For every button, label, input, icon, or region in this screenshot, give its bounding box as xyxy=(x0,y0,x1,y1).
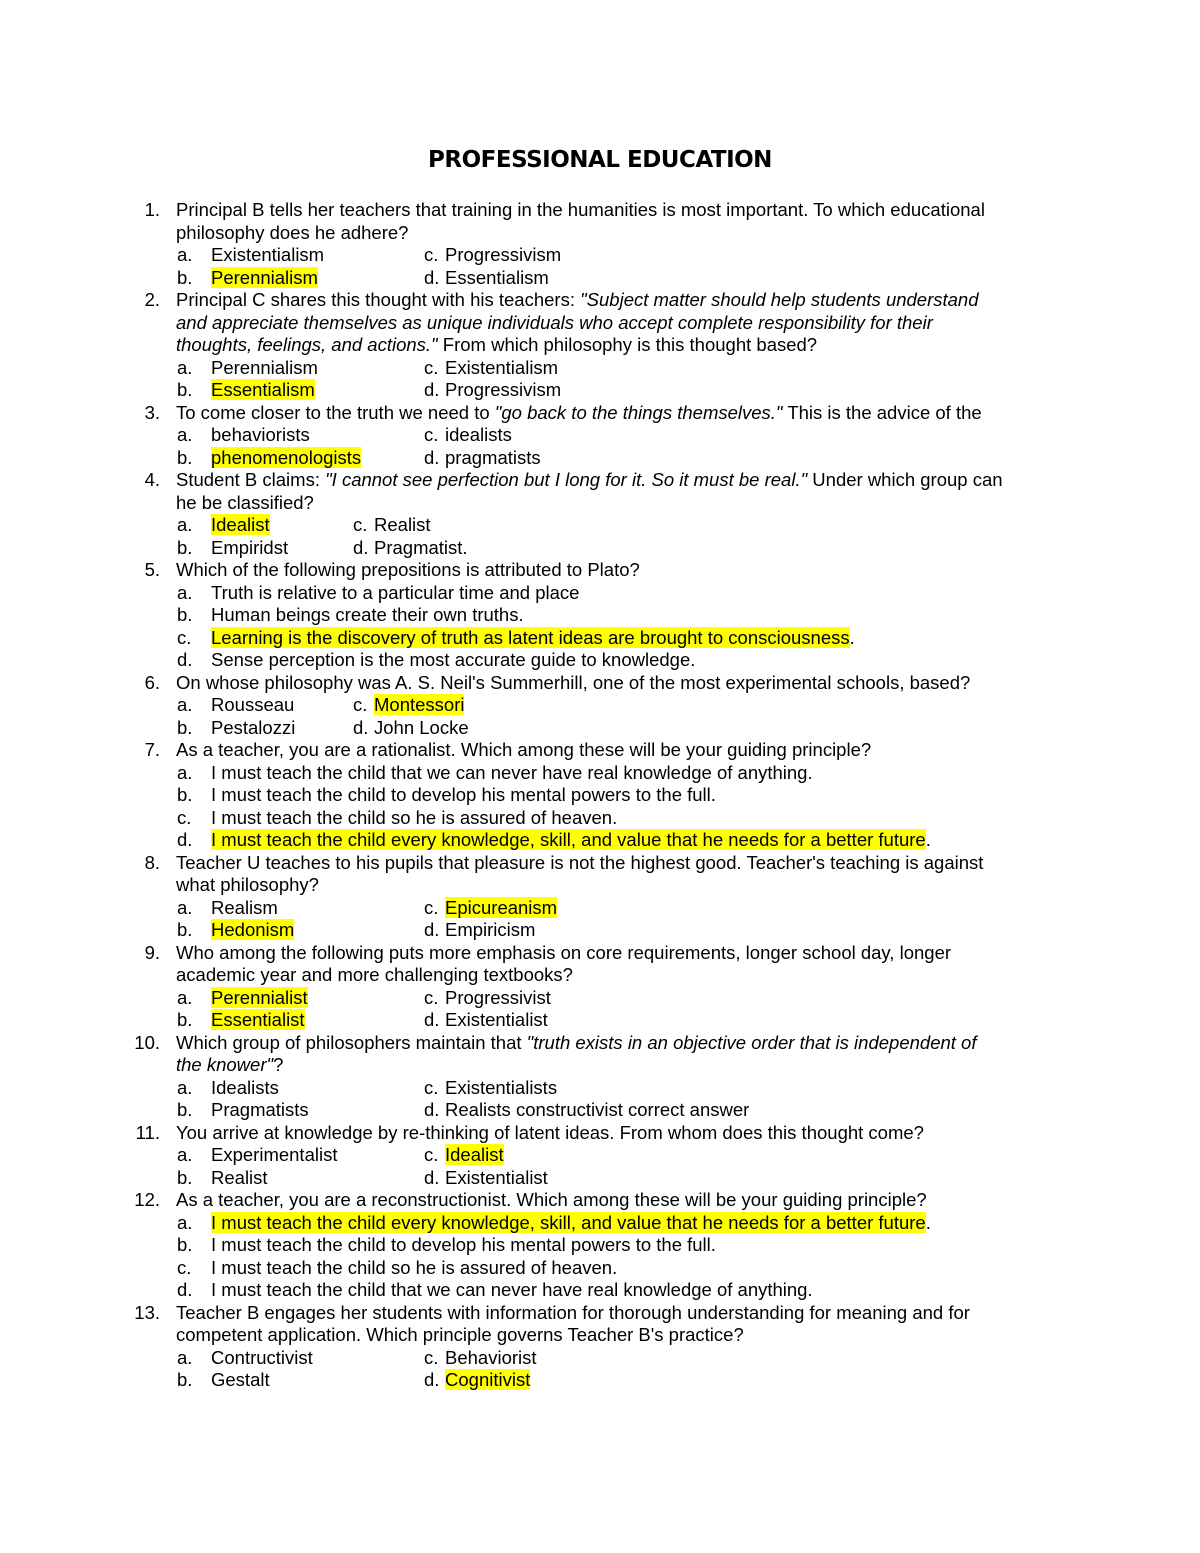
option-label: Experimentalist xyxy=(211,1144,338,1165)
option-text xyxy=(374,694,464,717)
option-letter: a. xyxy=(177,896,193,918)
option-text xyxy=(211,1369,270,1392)
option-text xyxy=(445,987,551,1010)
option-label: Pragmatists xyxy=(211,1099,309,1120)
option-text xyxy=(211,357,318,380)
option-letter: c. xyxy=(177,806,192,828)
option-letter: a. xyxy=(177,424,193,445)
option-text xyxy=(445,1077,557,1100)
option-text xyxy=(211,762,813,785)
option-text xyxy=(445,1144,504,1167)
option-text xyxy=(445,424,512,447)
highlighted-answer: Perennialism xyxy=(211,266,318,288)
option-text xyxy=(445,1099,749,1122)
option-text xyxy=(211,424,310,447)
question-text xyxy=(176,469,1003,492)
question-text xyxy=(176,1032,976,1055)
question-text-segment: Principal B tells her teachers that training in the humanities is most important. To which educational xyxy=(176,199,985,220)
option-label: Rousseau xyxy=(211,694,295,715)
option-label: Realist xyxy=(211,1166,268,1188)
question-text xyxy=(176,492,314,515)
option-letter: b. xyxy=(177,379,193,400)
option-text xyxy=(374,514,431,537)
question-text xyxy=(176,312,933,335)
option-text xyxy=(445,1009,548,1032)
option-punctuation: . xyxy=(925,1211,931,1233)
option-letter: a. xyxy=(177,514,193,535)
option-label: Empiridst xyxy=(211,536,289,558)
option-letter: b. xyxy=(177,266,193,288)
question-quote: "I cannot see perfection but I long for it. So it must be real." xyxy=(325,469,808,490)
question-number: 5. xyxy=(144,559,160,580)
option-label: Realism xyxy=(211,896,278,918)
option-letter: d. xyxy=(177,1279,193,1300)
question-text xyxy=(176,672,970,695)
option-text xyxy=(445,919,535,942)
option-punctuation: . xyxy=(925,829,931,850)
question-number: 7. xyxy=(144,739,160,760)
option-text xyxy=(445,379,561,402)
highlighted-answer: Idealist xyxy=(445,1144,504,1165)
option-label: Existentialism xyxy=(211,244,325,265)
question-text-segment: Which of the following prepositions is attributed to Plato? xyxy=(176,559,640,580)
option-letter: d. xyxy=(424,379,440,400)
option-label: idealists xyxy=(445,424,512,445)
question-line xyxy=(0,222,1200,245)
option-letter: d. xyxy=(424,1369,440,1390)
option-letter: a. xyxy=(177,1346,193,1368)
option-text xyxy=(211,694,294,717)
option-letter: a. xyxy=(177,986,193,1008)
highlighted-answer: Essentialist xyxy=(211,1009,305,1030)
question-text-segment: Who among the following puts more emphasis on core requirements, longer school day, longer xyxy=(176,941,952,963)
question-quote: "truth exists in an objective order that is independent of xyxy=(526,1031,977,1053)
option-letter: c. xyxy=(177,626,192,648)
question-line xyxy=(0,874,1200,897)
question-line xyxy=(0,1122,1200,1145)
option-label: Pestalozzi xyxy=(211,716,296,738)
highlighted-answer: I must teach the child every knowledge, skill, and value that he needs for a better future xyxy=(211,829,926,850)
option-text xyxy=(211,604,524,627)
highlighted-answer: Montessori xyxy=(374,694,465,715)
option-label: Progressivism xyxy=(445,244,562,265)
option-label: Existentialist xyxy=(445,1166,548,1188)
option-label: Sense perception is the most accurate guide to knowledge. xyxy=(211,649,696,670)
question-number: 4. xyxy=(144,469,160,490)
option-letter: c. xyxy=(353,514,368,535)
question-text-segment: Under which group can xyxy=(807,469,1003,490)
question-text-segment: Teacher U teaches to his pupils that pleasure is not the highest good. Teacher's teaching is against xyxy=(176,851,984,873)
option-text xyxy=(211,649,695,672)
question-line xyxy=(0,402,1200,425)
highlighted-answer: Essentialism xyxy=(211,379,315,400)
question-line xyxy=(0,739,1200,762)
option-text xyxy=(445,244,561,267)
question-line xyxy=(0,469,1200,492)
question-number: 9. xyxy=(144,941,160,963)
option-letter: c. xyxy=(177,1256,192,1278)
option-text xyxy=(211,784,716,807)
option-letter: c. xyxy=(424,1144,439,1165)
question-text xyxy=(176,1189,927,1212)
option-label: behaviorists xyxy=(211,424,310,445)
option-text xyxy=(445,1347,537,1370)
option-label: Gestalt xyxy=(211,1369,270,1390)
question-line xyxy=(0,1324,1200,1347)
question-text-segment: Which group of philosophers maintain that xyxy=(176,1031,527,1053)
option-text xyxy=(374,717,469,740)
option-text xyxy=(211,919,294,942)
question-number: 13. xyxy=(134,1301,160,1323)
option-letter: b. xyxy=(177,1009,193,1030)
question-text xyxy=(176,1054,283,1077)
question-line xyxy=(0,1032,1200,1055)
option-text xyxy=(445,267,549,290)
option-label: I must teach the child that we can never have real knowledge of anything. xyxy=(211,1279,813,1300)
option-text xyxy=(211,987,308,1010)
option-letter: c. xyxy=(424,1346,439,1368)
question-text-segment: On whose philosophy was A. S. Neil's Summerhill, one of the most experimental schools, based? xyxy=(176,671,971,693)
option-letter: d. xyxy=(424,266,440,288)
question-text-segment: philosophy does he adhere? xyxy=(176,221,409,243)
question-line xyxy=(0,852,1200,875)
question-text xyxy=(176,1302,970,1325)
option-label: Contructivist xyxy=(211,1346,313,1368)
option-text xyxy=(211,717,295,740)
option-label: Progressivist xyxy=(445,986,551,1008)
question-number: 2. xyxy=(144,289,160,310)
option-letter: c. xyxy=(424,896,439,918)
question-line xyxy=(0,199,1200,222)
option-label: Truth is relative to a particular time and place xyxy=(211,581,580,603)
option-text xyxy=(211,1257,617,1280)
question-text-segment: This is the advice of the xyxy=(782,401,982,423)
option-letter: c. xyxy=(424,356,439,378)
option-label: I must teach the child so he is assured of heaven. xyxy=(211,1256,618,1278)
question-text xyxy=(176,334,817,357)
question-number: 6. xyxy=(144,671,160,693)
option-label: I must teach the child to develop his mental powers to the full. xyxy=(211,784,716,805)
question-number: 10. xyxy=(134,1031,160,1053)
question-quote: the knower" xyxy=(176,1054,274,1075)
option-letter: b. xyxy=(177,784,193,805)
option-label: Human beings create their own truths. xyxy=(211,604,524,625)
option-label: John Locke xyxy=(374,716,469,738)
option-letter: c. xyxy=(424,986,439,1008)
question-text-segment: competent application. Which principle governs Teacher B's practice? xyxy=(176,1324,744,1345)
option-label: Realist xyxy=(374,514,431,535)
question-text-segment: Teacher B engages her students with information for thorough understanding for meaning and for xyxy=(176,1301,970,1323)
option-letter: b. xyxy=(177,716,193,738)
option-letter: c. xyxy=(424,1076,439,1098)
question-quote: "go back to the things themselves." xyxy=(494,401,783,423)
question-text-segment: As a teacher, you are a reconstructionist. Which among these will be your guiding principle? xyxy=(176,1189,927,1210)
option-letter: a. xyxy=(177,1076,193,1098)
option-letter: a. xyxy=(177,1211,193,1233)
option-letter: a. xyxy=(177,244,193,265)
option-text xyxy=(211,1009,305,1032)
question-text xyxy=(176,559,640,582)
option-letter: a. xyxy=(177,581,193,603)
question-line xyxy=(0,289,1200,312)
question-quote: and appreciate themselves as unique individuals who accept complete responsibility for their xyxy=(176,311,933,333)
option-label: Progressivism xyxy=(445,379,562,400)
question-quote: "Subject matter should help students understand xyxy=(580,289,979,310)
option-text xyxy=(211,1347,313,1370)
option-letter: d. xyxy=(177,829,193,850)
option-label: I must teach the child to develop his mental powers to the full. xyxy=(211,1234,716,1255)
question-text xyxy=(176,289,979,312)
option-text xyxy=(211,582,579,605)
option-label: Existentialists xyxy=(445,1076,558,1098)
option-text xyxy=(211,897,278,920)
question-text-segment: Principal C shares this thought with his teachers: xyxy=(176,289,581,310)
option-label: Existentialism xyxy=(445,356,559,378)
question-text xyxy=(176,222,408,245)
option-letter: d. xyxy=(177,649,193,670)
question-number: 1. xyxy=(144,199,160,220)
option-letter: b. xyxy=(177,604,193,625)
question-text xyxy=(176,739,871,762)
option-text xyxy=(211,1212,931,1235)
question-text-segment: he be classified? xyxy=(176,491,314,513)
option-text xyxy=(211,1099,309,1122)
question-line xyxy=(0,1302,1200,1325)
question-text-segment: You arrive at knowledge by re-thinking of latent ideas. From whom does this thought come? xyxy=(176,1121,924,1143)
option-text xyxy=(445,897,557,920)
option-letter: d. xyxy=(353,716,369,738)
highlighted-answer: Perennialist xyxy=(211,986,308,1008)
option-letter: d. xyxy=(353,536,369,558)
question-text-segment: what philosophy? xyxy=(176,874,319,895)
option-text xyxy=(211,627,855,650)
question-number: 8. xyxy=(144,851,160,873)
question-number: 3. xyxy=(144,401,160,423)
question-text xyxy=(176,874,319,897)
option-letter: c. xyxy=(424,424,439,445)
question-text-segment: academic year and more challenging textbooks? xyxy=(176,964,573,985)
option-text xyxy=(211,1144,337,1167)
option-text xyxy=(211,829,931,852)
highlighted-answer: Cognitivist xyxy=(445,1369,531,1390)
option-text xyxy=(211,537,288,560)
question-text xyxy=(176,942,951,965)
question-line xyxy=(0,1189,1200,1212)
option-text xyxy=(211,379,315,402)
option-label: Realists constructivist correct answer xyxy=(445,1099,750,1120)
option-letter: b. xyxy=(177,1369,193,1390)
option-label: Empiricism xyxy=(445,919,536,940)
highlighted-answer: I must teach the child every knowledge, skill, and value that he needs for a better future xyxy=(211,1211,926,1233)
question-text-segment: As a teacher, you are a rationalist. Which among these will be your guiding principle? xyxy=(176,739,872,760)
option-punctuation: . xyxy=(849,626,855,648)
question-line xyxy=(0,312,1200,335)
highlighted-answer: Hedonism xyxy=(211,919,295,940)
highlighted-answer: Idealist xyxy=(211,514,270,535)
option-text xyxy=(445,1167,548,1190)
option-letter: c. xyxy=(353,694,368,715)
option-label: I must teach the child that we can never have real knowledge of anything. xyxy=(211,761,813,783)
option-letter: b. xyxy=(177,1166,193,1188)
option-letter: b. xyxy=(177,1099,193,1120)
option-text xyxy=(211,1077,279,1100)
option-text xyxy=(211,1167,268,1190)
highlighted-answer: Learning is the discovery of truth as latent ideas are brought to consciousness xyxy=(211,626,850,648)
question-text xyxy=(176,402,982,425)
option-letter: b. xyxy=(177,1234,193,1255)
option-letter: d. xyxy=(424,1009,440,1030)
option-letter: b. xyxy=(177,446,193,468)
option-label: Perennialism xyxy=(211,356,318,378)
option-label: Behaviorist xyxy=(445,1346,537,1368)
page-title: PROFESSIONAL EDUCATION xyxy=(428,147,772,173)
option-label: I must teach the child so he is assured of heaven. xyxy=(211,806,618,828)
question-text xyxy=(176,964,573,987)
option-letter: b. xyxy=(177,919,193,940)
question-line xyxy=(0,942,1200,965)
option-text xyxy=(211,1234,716,1257)
option-text xyxy=(211,447,361,470)
option-letter: d. xyxy=(424,1099,440,1120)
option-letter: c. xyxy=(424,244,439,265)
question-line xyxy=(0,492,1200,515)
option-letter: a. xyxy=(177,1144,193,1165)
option-letter: a. xyxy=(177,761,193,783)
option-label: Idealists xyxy=(211,1076,279,1098)
option-letter: d. xyxy=(424,919,440,940)
option-label: Existentialist xyxy=(445,1009,548,1030)
question-line xyxy=(0,964,1200,987)
option-label: Pragmatist. xyxy=(374,536,468,558)
question-number: 11. xyxy=(135,1121,160,1143)
question-text-segment: Student B claims: xyxy=(176,469,326,490)
question-text xyxy=(176,852,983,875)
question-text-segment: To come closer to the truth we need to xyxy=(176,401,495,423)
option-text xyxy=(445,447,541,470)
question-line xyxy=(0,672,1200,695)
highlighted-answer: Epicureanism xyxy=(445,896,558,918)
highlighted-answer: phenomenologists xyxy=(211,446,362,468)
option-letter: d. xyxy=(424,446,440,468)
option-text xyxy=(445,1369,530,1392)
question-text xyxy=(176,1324,744,1347)
option-text xyxy=(211,244,324,267)
question-text xyxy=(176,1122,924,1145)
option-text xyxy=(211,1279,813,1302)
option-text xyxy=(374,537,468,560)
option-text xyxy=(211,514,270,537)
question-text-segment: ? xyxy=(273,1054,284,1075)
option-label: Essentialism xyxy=(445,266,549,288)
question-quote: thoughts, feelings, and actions." xyxy=(176,334,438,355)
option-letter: d. xyxy=(424,1166,440,1188)
question-line xyxy=(0,559,1200,582)
question-text-segment: From which philosophy is this thought based? xyxy=(437,334,818,355)
question-line xyxy=(0,1054,1200,1077)
question-text xyxy=(176,199,985,222)
option-text xyxy=(211,807,617,830)
option-letter: b. xyxy=(177,536,193,558)
option-label: pragmatists xyxy=(445,446,541,468)
option-text xyxy=(211,267,318,290)
question-number: 12. xyxy=(134,1189,160,1210)
option-letter: a. xyxy=(177,694,193,715)
option-letter: a. xyxy=(177,356,193,378)
question-line xyxy=(0,334,1200,357)
option-text xyxy=(445,357,558,380)
